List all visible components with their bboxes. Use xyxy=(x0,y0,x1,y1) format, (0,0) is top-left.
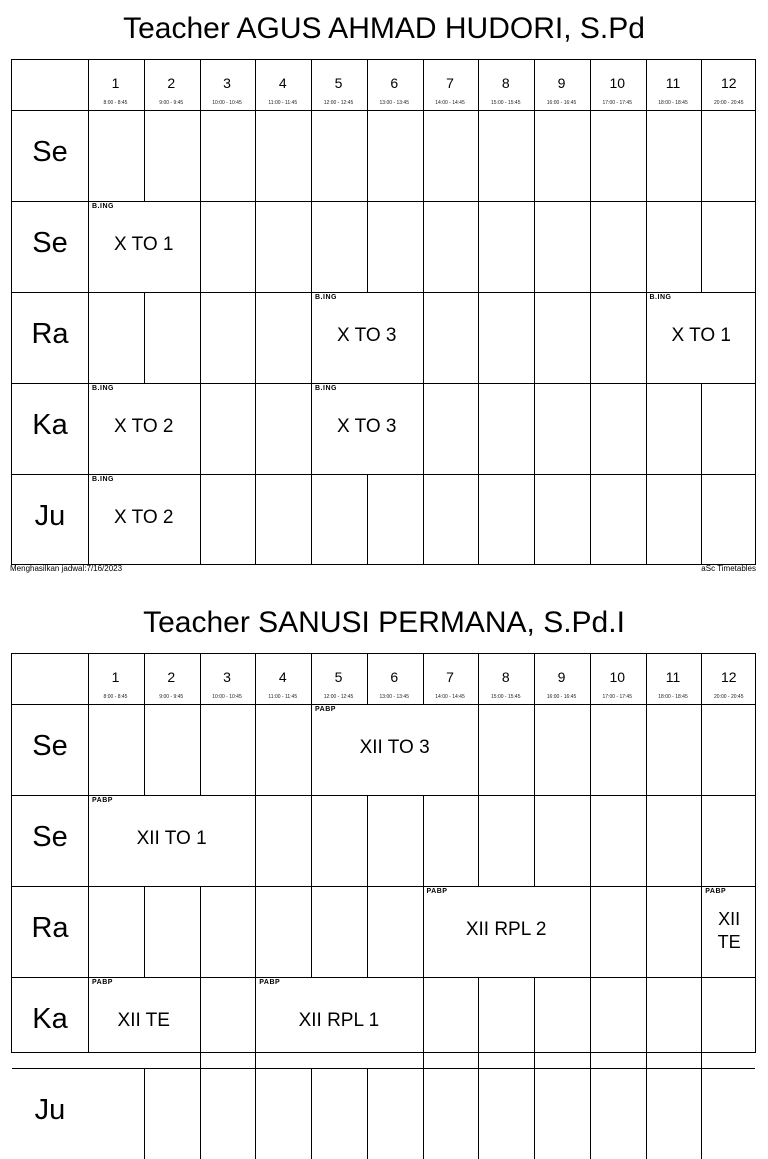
grid-line xyxy=(590,201,591,292)
period-time: 12:00 - 12:45 xyxy=(323,100,354,106)
grid-line xyxy=(646,201,647,292)
lesson-block xyxy=(88,795,255,886)
period-time: 13:00 - 13:45 xyxy=(379,100,409,106)
grid-line xyxy=(701,60,702,110)
lesson-class: XII RPL 2 xyxy=(465,919,547,940)
grid-line xyxy=(478,292,479,383)
grid-line xyxy=(367,886,368,977)
grid-line xyxy=(311,654,312,704)
lesson-class: XII TO 3 xyxy=(359,737,430,758)
period-number: 1 xyxy=(111,669,120,685)
grid-line xyxy=(590,886,591,977)
period-number: 2 xyxy=(167,669,176,685)
grid-line xyxy=(478,60,479,110)
period-number: 9 xyxy=(557,75,566,91)
lesson-subject: PABP xyxy=(92,979,113,986)
grid-line xyxy=(478,795,479,886)
period-number: 6 xyxy=(390,75,399,91)
lesson-class: X TO 3 xyxy=(337,325,397,346)
grid-line xyxy=(534,292,535,383)
lesson-block xyxy=(88,383,200,474)
grid-line xyxy=(311,474,312,565)
period-number: 9 xyxy=(557,669,566,685)
lesson-subject: B.ING xyxy=(92,203,114,210)
lesson-block xyxy=(255,977,422,1068)
grid-line xyxy=(255,795,256,886)
grid-line xyxy=(255,110,256,201)
period-time: 15:00 - 15:45 xyxy=(491,694,521,700)
grid-line xyxy=(367,110,368,201)
timetable-title: Teacher SANUSI PERMANA, S.Pd.I xyxy=(143,606,625,639)
grid-line xyxy=(144,704,145,795)
grid-line xyxy=(12,886,755,887)
lesson-subject: PABP xyxy=(92,797,113,804)
grid-line xyxy=(144,110,145,201)
lesson-class: X TO 1 xyxy=(671,325,731,346)
grid-line xyxy=(701,1068,702,1159)
period-time: 8:00 - 8:45 xyxy=(103,694,128,700)
grid-line xyxy=(478,1068,479,1159)
period-number: 12 xyxy=(720,669,737,685)
lesson-class: X TO 3 xyxy=(337,416,397,437)
lesson-block xyxy=(646,292,758,383)
period-time: 17:00 - 17:45 xyxy=(602,100,632,106)
grid-line xyxy=(423,292,424,383)
grid-line xyxy=(646,383,647,474)
grid-line xyxy=(255,704,256,795)
grid-line xyxy=(200,110,201,201)
grid-line xyxy=(590,110,591,201)
period-time: 10:00 - 10:45 xyxy=(212,694,242,700)
lesson-block xyxy=(88,977,200,1068)
grid-line xyxy=(534,654,535,704)
day-label: Ju xyxy=(34,500,66,532)
period-time: 20:00 - 20:45 xyxy=(714,100,744,106)
period-number: 5 xyxy=(334,75,343,91)
grid-line xyxy=(200,60,201,110)
period-number: 4 xyxy=(278,669,287,685)
lesson-class: X TO 2 xyxy=(114,507,174,528)
period-time: 11:00 - 11:45 xyxy=(268,100,298,106)
grid-line xyxy=(590,704,591,795)
grid-line xyxy=(311,60,312,110)
grid-line xyxy=(646,474,647,565)
grid-line xyxy=(423,201,424,292)
grid-line xyxy=(200,1068,201,1159)
grid-line xyxy=(478,383,479,474)
period-time: 17:00 - 17:45 xyxy=(602,694,632,700)
grid-line xyxy=(255,1068,256,1159)
lesson-subject: B.ING xyxy=(315,385,337,392)
grid-line xyxy=(423,60,424,110)
grid-line xyxy=(590,977,591,1068)
grid-line xyxy=(12,110,755,111)
grid-line xyxy=(478,977,479,1068)
grid-line xyxy=(646,977,647,1068)
period-time: 14:00 - 14:45 xyxy=(435,100,465,106)
period-time: 8:00 - 8:45 xyxy=(103,100,128,106)
grid-line xyxy=(255,654,256,704)
grid-line xyxy=(367,60,368,110)
grid-line xyxy=(200,201,201,292)
grid-line xyxy=(701,383,702,474)
day-label: Se xyxy=(32,730,68,762)
lesson-subject: PABP xyxy=(705,888,727,895)
period-time: 11:00 - 11:45 xyxy=(268,694,298,700)
period-number: 6 xyxy=(390,669,399,685)
grid-line xyxy=(534,201,535,292)
lesson-block xyxy=(311,383,423,474)
lesson-block xyxy=(701,886,757,977)
period-time: 20:00 - 20:45 xyxy=(714,694,744,700)
day-label: Ka xyxy=(32,1003,68,1035)
lesson-block xyxy=(423,886,590,977)
period-time: 18:00 - 18:45 xyxy=(658,100,688,106)
lesson-subject: B.ING xyxy=(92,476,114,483)
grid-line xyxy=(701,110,702,201)
period-number: 1 xyxy=(111,75,120,91)
grid-line xyxy=(255,292,256,383)
lesson-subject: PABP xyxy=(259,979,281,986)
period-time: 15:00 - 15:45 xyxy=(491,100,521,106)
grid-line xyxy=(423,977,424,1068)
grid-line xyxy=(701,704,702,795)
period-number: 7 xyxy=(446,669,454,685)
lesson-block xyxy=(311,292,423,383)
period-number: 8 xyxy=(501,75,510,91)
period-time: 16:00 - 16:45 xyxy=(546,694,577,700)
grid-line xyxy=(423,795,424,886)
period-number: 12 xyxy=(720,75,737,91)
grid-line xyxy=(590,60,591,110)
grid-line xyxy=(590,1068,591,1159)
grid-line xyxy=(423,110,424,201)
day-label: Ra xyxy=(31,318,69,350)
grid-line xyxy=(534,977,535,1068)
day-label: Ra xyxy=(31,912,69,944)
lesson-class: X TO 2 xyxy=(114,416,174,437)
grid-line xyxy=(701,474,702,565)
grid-line xyxy=(646,1068,647,1159)
grid-line xyxy=(534,110,535,201)
lesson-subject: PABP xyxy=(426,888,448,895)
grid-line xyxy=(200,292,201,383)
grid-line xyxy=(590,292,591,383)
grid-line xyxy=(646,654,647,704)
grid-line xyxy=(255,383,256,474)
grid-line xyxy=(200,977,201,1068)
grid-line xyxy=(590,654,591,704)
grid-line xyxy=(478,474,479,565)
period-number: 10 xyxy=(609,75,626,91)
grid-line xyxy=(590,795,591,886)
grid-line xyxy=(646,886,647,977)
grid-line xyxy=(311,886,312,977)
grid-line xyxy=(200,474,201,565)
timetable-grid xyxy=(11,653,756,1126)
grid-line xyxy=(144,1068,145,1159)
grid-line xyxy=(255,201,256,292)
period-number: 11 xyxy=(665,669,681,685)
lesson-subject: B.ING xyxy=(92,385,114,392)
grid-line xyxy=(367,795,368,886)
grid-line xyxy=(423,1068,424,1159)
grid-line xyxy=(590,474,591,565)
grid-line xyxy=(255,886,256,977)
lesson-block xyxy=(88,201,200,292)
day-label: Ka xyxy=(32,409,68,441)
grid-line xyxy=(534,474,535,565)
grid-line xyxy=(367,654,368,704)
grid-line xyxy=(646,795,647,886)
grid-line xyxy=(478,201,479,292)
grid-line xyxy=(534,795,535,886)
grid-line xyxy=(311,795,312,886)
grid-line xyxy=(255,474,256,565)
day-label: Se xyxy=(32,227,68,259)
period-number: 3 xyxy=(223,669,231,685)
grid-line xyxy=(311,201,312,292)
period-number: 3 xyxy=(223,75,231,91)
asc-timetables-footer: aSc Timetables xyxy=(701,564,756,573)
generated-date-footer: Menghasilkan jadwal:7/16/2023 xyxy=(10,564,123,573)
lesson-class: XII TO 1 xyxy=(136,828,207,849)
grid-line xyxy=(144,886,145,977)
day-label: Se xyxy=(32,821,68,853)
grid-line xyxy=(200,886,201,977)
lesson-subject: B.ING xyxy=(315,294,337,301)
lesson-block xyxy=(88,474,200,565)
grid-line xyxy=(478,110,479,201)
grid-line xyxy=(367,474,368,565)
day-label: Ju xyxy=(34,1094,66,1126)
grid-line xyxy=(311,110,312,201)
period-number: 8 xyxy=(501,669,510,685)
grid-line xyxy=(144,60,145,110)
timetable-grid xyxy=(11,59,756,565)
grid-line xyxy=(646,60,647,110)
period-time: 14:00 - 14:45 xyxy=(435,694,465,700)
lesson-subject: PABP xyxy=(315,706,336,713)
period-time: 10:00 - 10:45 xyxy=(212,100,242,106)
grid-line xyxy=(701,795,702,886)
period-time: 13:00 - 13:45 xyxy=(379,694,409,700)
grid-line xyxy=(311,1068,312,1159)
grid-line xyxy=(200,383,201,474)
period-time: 9:00 - 9:45 xyxy=(159,694,184,700)
grid-line xyxy=(144,654,145,704)
period-number: 10 xyxy=(609,669,626,685)
period-number: 2 xyxy=(167,75,176,91)
grid-line xyxy=(534,60,535,110)
grid-line xyxy=(646,110,647,201)
grid-line xyxy=(367,201,368,292)
period-time: 18:00 - 18:45 xyxy=(658,694,688,700)
period-time: 9:00 - 9:45 xyxy=(159,100,184,106)
grid-line xyxy=(534,383,535,474)
grid-line xyxy=(423,474,424,565)
grid-line xyxy=(423,383,424,474)
grid-line xyxy=(534,1068,535,1159)
lesson-class: XII TE xyxy=(717,909,741,952)
grid-line xyxy=(478,654,479,704)
grid-line xyxy=(534,704,535,795)
grid-line xyxy=(646,704,647,795)
lesson-class: XII TE xyxy=(117,1010,170,1031)
grid-line xyxy=(701,201,702,292)
lesson-block xyxy=(311,704,478,795)
period-number: 4 xyxy=(278,75,287,91)
grid-line xyxy=(701,977,702,1068)
grid-line xyxy=(590,383,591,474)
grid-line xyxy=(12,1068,755,1069)
grid-line xyxy=(144,292,145,383)
timetable-title: Teacher AGUS AHMAD HUDORI, S.Pd xyxy=(123,12,645,45)
lesson-class: X TO 1 xyxy=(114,234,174,255)
grid-line xyxy=(200,654,201,704)
period-number: 5 xyxy=(334,669,343,685)
grid-line xyxy=(200,704,201,795)
period-number: 7 xyxy=(446,75,454,91)
lesson-class: XII RPL 1 xyxy=(298,1010,380,1031)
lesson-subject: B.ING xyxy=(649,294,672,301)
period-time: 16:00 - 16:45 xyxy=(546,100,577,106)
grid-line xyxy=(255,60,256,110)
day-label: Se xyxy=(32,136,68,168)
period-number: 11 xyxy=(665,75,681,91)
grid-line xyxy=(478,704,479,795)
grid-line xyxy=(367,1068,368,1159)
grid-line xyxy=(701,654,702,704)
grid-line xyxy=(423,654,424,704)
period-time: 12:00 - 12:45 xyxy=(323,694,354,700)
